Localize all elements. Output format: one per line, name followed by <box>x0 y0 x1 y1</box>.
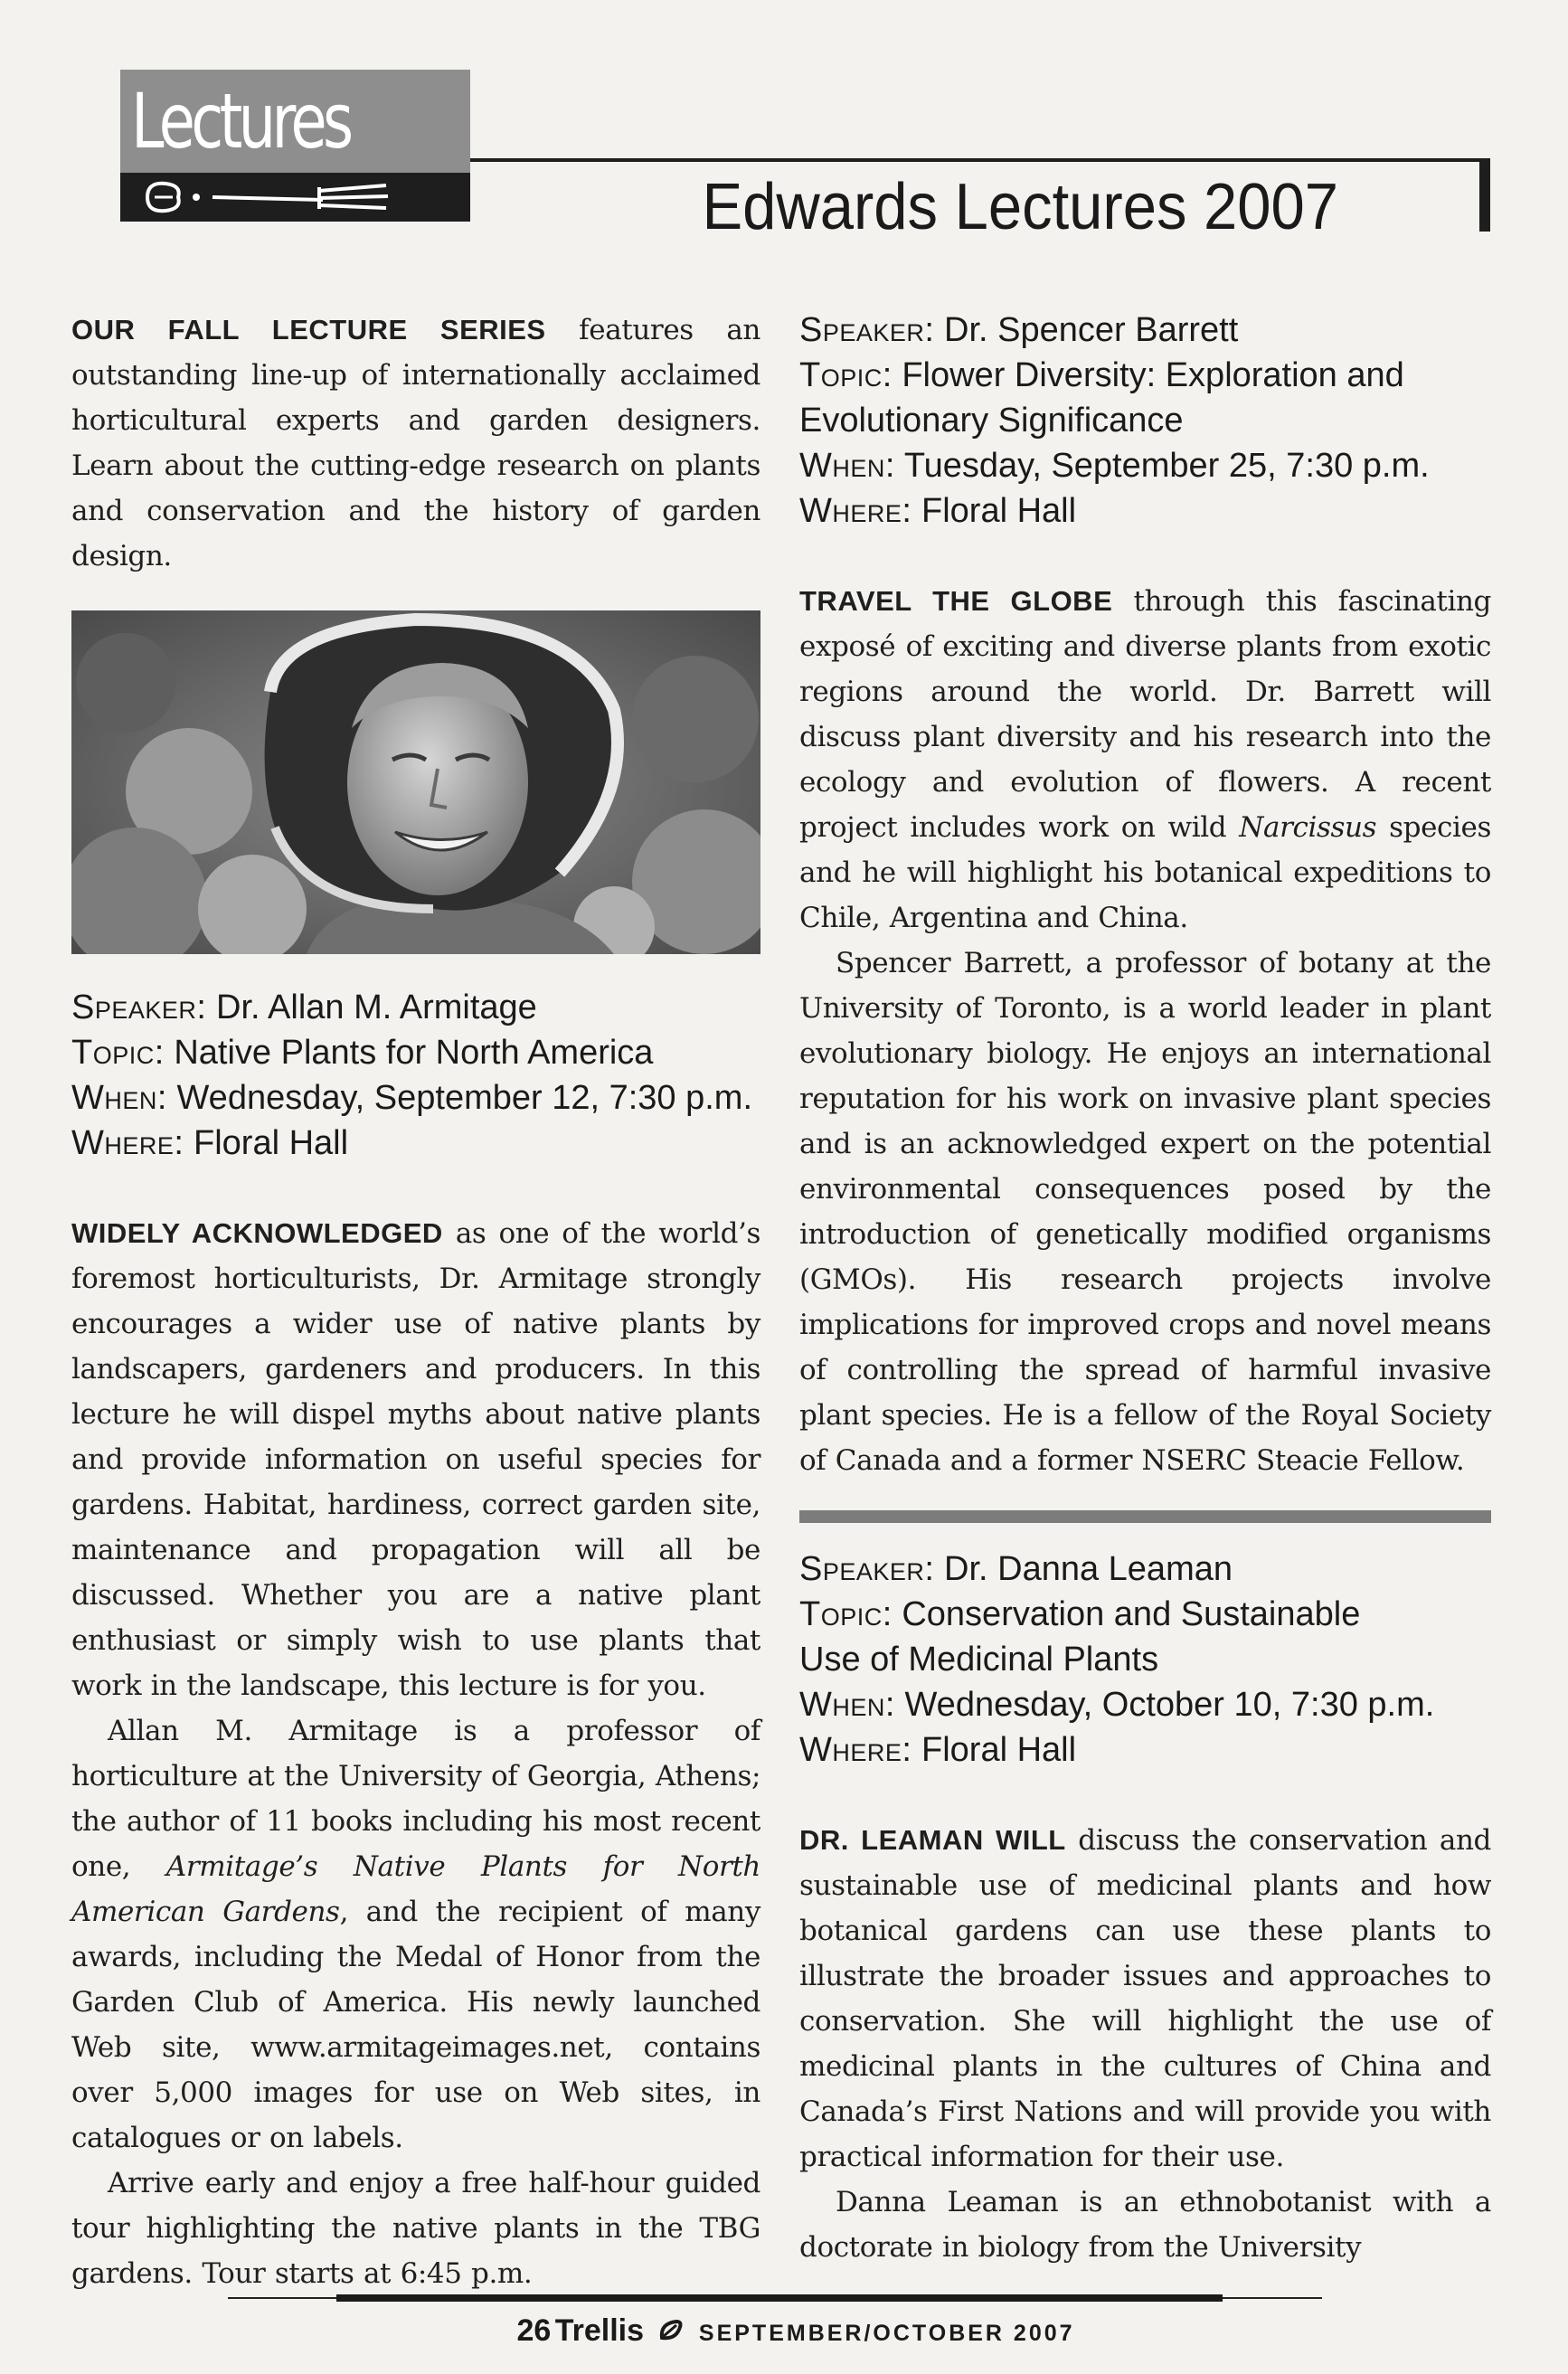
lecture-1-topic: Topic: Native Plants for North America <box>71 1034 654 1072</box>
lecture-3-topic: Topic: Conservation and Sustainable <box>799 1595 1361 1633</box>
lecture-3-topic-continued: Use of Medicinal Plants <box>799 1641 1159 1679</box>
footer-rule-thick <box>336 2294 1223 2302</box>
section-tab <box>120 70 470 222</box>
issue-date: SEPTEMBER/OCTOBER 2007 <box>698 2321 1075 2346</box>
title-rule <box>470 158 1490 162</box>
page-number: 26 <box>516 2313 552 2348</box>
intro-text: features an outstanding line-up of internationally acclaimed horticultural experts and garden designers. Learn about the cutting-edge research on plants and conservation and the history of garden design. <box>71 314 760 572</box>
lecture-1-details <box>71 985 760 1166</box>
genus-name: Narcissus <box>1239 811 1377 844</box>
lecture-3-when: When: Wednesday, October 10, 7:30 p.m. <box>799 1686 1435 1724</box>
leaf-ornament-icon <box>658 2318 684 2343</box>
section-divider <box>799 1510 1491 1523</box>
lecture-2-topic-continued: Evolutionary Significance <box>799 402 1184 440</box>
garden-tools-icon <box>142 178 413 216</box>
lecture-3-paragraph-1: DR. LEAMAN WILL discuss the conservation and sustainable use of medicinal plants and how botanical gardens can use these plants to illustrate the broader issues and approaches to conservation. She will highlight the use of medicinal plants in the cultures of China and Canada’s First Nations and will provide you with practical information for their use. <box>799 1824 1491 2173</box>
title-rule-end <box>1479 158 1490 232</box>
lecture-1-where: Where: Floral Hall <box>71 1124 349 1162</box>
lecture-1-paragraph-3: Arrive early and enjoy a free half-hour guided tour highlighting the native plants in the TBG gardens. Tour starts at 6:45 p.m. <box>71 2167 760 2290</box>
lecture-1-paragraph-2: Allan M. Armitage is a professor of horticulture at the University of Georgia, Athens; the author of 11 books including his most recent one, Armitage’s Native Plants for North American Gardens, and the recipient of many awards, including the Medal of Honor from the Garden Club of America. His newly launched Web site, www.armitageimages.net, contains over 5,000 images for use on Web sites, in catalogues or on labels. <box>71 1715 761 2154</box>
lecture-1-paragraph-1: WIDELY ACKNOWLEDGED as one of the world’s foremost horticulturists, Dr. Armitage strongly encourages a wider use of native plants by landscapers, gardeners and producers. In this lecture he will dispel myths about native plants and provide information on useful species for gardens. Habitat, hardiness, correct garden site, maintenance and propagation will all be discussed. Whether you are a native plant enthusiast or simply wish to use plants that work in the landscape, this lecture is for you. <box>71 1217 761 1702</box>
page-title: Edwards Lectures 2007 <box>702 171 1338 243</box>
lecture-3-paragraph-2: Danna Leaman is an ethnobotanist with a doctorate in biology from the University <box>799 2186 1491 2264</box>
right-column <box>799 307 1491 2270</box>
publication-name: Trellis <box>554 2313 644 2348</box>
intro-lead: OUR FALL LECTURE SERIES <box>71 314 546 345</box>
lecture-2-where: Where: Floral Hall <box>799 492 1077 530</box>
lecture-3-where: Where: Floral Hall <box>799 1731 1077 1769</box>
lecture-1-speaker: Speaker: Dr. Allan M. Armitage <box>71 988 537 1026</box>
lecture-3-speaker: Speaker: Dr. Danna Leaman <box>799 1550 1233 1588</box>
book-title: Armitage’s Native Plants for North American Gardens <box>71 1850 761 1928</box>
lecture-3-details <box>799 1546 1491 1773</box>
speaker-photo <box>71 610 760 954</box>
page-footer <box>452 2313 1139 2349</box>
intro-paragraph <box>71 307 760 579</box>
section-tab-label: Lectures <box>131 77 350 166</box>
lecture-2-topic: Topic: Flower Diversity: Exploration and <box>799 356 1404 394</box>
lecture-2-paragraph-1: TRAVEL THE GLOBE through this fascinating exposé of exciting and diverse plants from exotic regions around the world. Dr. Barrett will discuss plant diversity and his research into the ecology and evolution of flowers. A recent project includes work on wild Narcissus species and he will highlight his botanical expeditions to Chile, Argentina and China. <box>799 585 1491 934</box>
left-column <box>71 307 760 2296</box>
lecture-2-details <box>799 307 1491 534</box>
lecture-2-paragraph-2: Spencer Barrett, a professor of botany at the University of Toronto, is a world leader in plant evolutionary biology. He enjoys an international reputation for his work on invasive plant species and is an acknowledged expert on the potential environmental consequences posed by the introduction of genetically modified organisms (GMOs). His research projects involve implications for improved crops and novel means of controlling the spread of harmful invasive plant species. He is a fellow of the Royal Society of Canada and a former NSERC Steacie Fellow. <box>799 947 1491 1477</box>
lecture-2-speaker: Speaker: Dr. Spencer Barrett <box>799 311 1239 349</box>
lecture-2-when: When: Tuesday, September 25, 7:30 p.m. <box>799 447 1430 485</box>
lecture-1-when: When: Wednesday, September 12, 7:30 p.m. <box>71 1079 753 1117</box>
